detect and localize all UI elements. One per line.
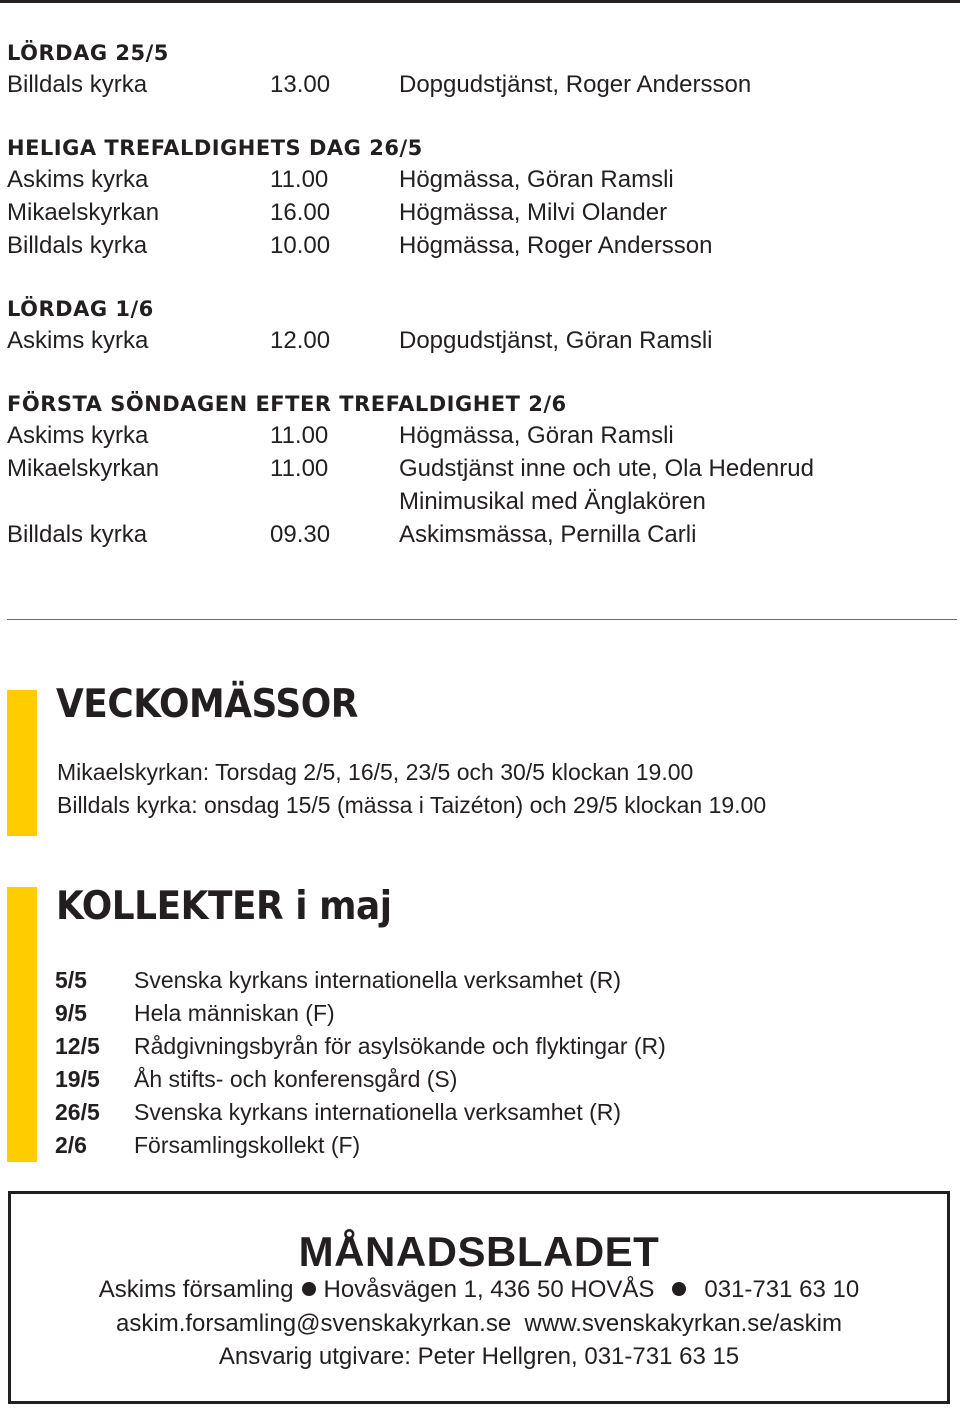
church-name: Billdals kyrka bbox=[7, 71, 148, 98]
service-description: Högmässa, Milvi Olander bbox=[399, 199, 668, 226]
service-time: 16.00 bbox=[270, 199, 331, 226]
website-link[interactable]: www.svenskakyrkan.se/askim bbox=[524, 1310, 842, 1337]
collection-purpose: Församlingskollekt (F) bbox=[134, 1132, 361, 1158]
collection-date: 2/6 bbox=[55, 1132, 87, 1158]
church-name: Askims kyrka bbox=[7, 422, 149, 449]
postal-address: Hovåsvägen 1, 436 50 HOVÅS bbox=[323, 1276, 655, 1303]
top-rule bbox=[0, 0, 960, 3]
publisher-line: Ansvarig utgivare: Peter Hellgren, 031-731 63 15 bbox=[218, 1343, 740, 1370]
church-name: Mikaelskyrkan bbox=[7, 455, 160, 482]
service-time: 09.30 bbox=[270, 521, 331, 548]
day-heading: LÖRDAG 25/5 bbox=[7, 41, 169, 65]
day-heading: LÖRDAG 1/6 bbox=[7, 297, 154, 321]
service-description: Gudstjänst inne och ute, Ola Hedenrud bbox=[399, 455, 814, 482]
contact-line bbox=[11, 1276, 947, 1304]
collection-date: 5/5 bbox=[55, 967, 87, 993]
section-divider bbox=[7, 619, 957, 620]
collections-heading: KOLLEKTER i maj bbox=[56, 884, 392, 929]
collection-purpose: Hela människan (F) bbox=[134, 1000, 335, 1026]
service-row bbox=[7, 324, 952, 357]
service-time: 11.00 bbox=[270, 166, 329, 193]
parish-name: Askims församling bbox=[98, 1276, 294, 1303]
service-time: 11.00 bbox=[270, 422, 329, 449]
weekly-mass-line: Billdals kyrka: onsdag 15/5 (mässa i Taizéton) och 29/5 klockan 19.00 bbox=[57, 792, 767, 818]
weekly-masses-heading: VECKOMÄSSOR bbox=[56, 682, 358, 727]
church-name: Billdals kyrka bbox=[7, 232, 148, 259]
collection-purpose: Svenska kyrkans internationella verksamhet (R) bbox=[134, 1099, 622, 1125]
email-link[interactable]: askim.forsamling@svenskakyrkan.se bbox=[116, 1310, 512, 1337]
accent-bar bbox=[7, 690, 37, 836]
service-row bbox=[7, 229, 952, 262]
web-line bbox=[11, 1310, 947, 1338]
service-row bbox=[7, 452, 952, 485]
church-name: Mikaelskyrkan bbox=[7, 199, 160, 226]
service-row bbox=[7, 68, 952, 101]
day-heading: HELIGA TREFALDIGHETS DAG 26/5 bbox=[7, 136, 423, 160]
bullet-icon bbox=[302, 1282, 316, 1296]
service-time: 13.00 bbox=[270, 71, 331, 98]
church-name: Askims kyrka bbox=[7, 166, 149, 193]
service-description: Askimsmässa, Pernilla Carli bbox=[399, 521, 697, 548]
service-row bbox=[7, 419, 952, 452]
service-time: 10.00 bbox=[270, 232, 331, 259]
service-description: Högmässa, Göran Ramsli bbox=[399, 422, 674, 449]
service-description: Högmässa, Göran Ramsli bbox=[399, 166, 674, 193]
service-description: Dopgudstjänst, Roger Andersson bbox=[399, 71, 752, 98]
collection-date: 9/5 bbox=[55, 1000, 87, 1026]
collection-date: 26/5 bbox=[55, 1099, 100, 1125]
service-schedule bbox=[7, 38, 952, 551]
service-row-continuation bbox=[7, 485, 952, 518]
church-name: Billdals kyrka bbox=[7, 521, 148, 548]
service-row bbox=[7, 196, 952, 229]
service-row bbox=[7, 518, 952, 551]
service-description: Högmässa, Roger Andersson bbox=[399, 232, 713, 259]
service-description: Minimusikal med Änglakören bbox=[399, 488, 706, 515]
bullet-icon bbox=[672, 1282, 686, 1296]
accent-bar bbox=[7, 887, 37, 1162]
masthead-box bbox=[8, 1191, 950, 1404]
collection-purpose: Rådgivningsbyrån för asylsökande och flyktingar (R) bbox=[134, 1033, 666, 1059]
phone-number: 031-731 63 10 bbox=[704, 1276, 860, 1303]
weekly-mass-line: Mikaelskyrkan: Torsdag 2/5, 16/5, 23/5 och 30/5 klockan 19.00 bbox=[57, 759, 694, 785]
service-description: Dopgudstjänst, Göran Ramsli bbox=[399, 327, 713, 354]
service-time: 11.00 bbox=[270, 455, 329, 482]
collection-purpose: Svenska kyrkans internationella verksamhet (R) bbox=[134, 967, 622, 993]
church-name: Askims kyrka bbox=[7, 327, 149, 354]
service-time: 12.00 bbox=[270, 327, 331, 354]
collection-date: 12/5 bbox=[55, 1033, 100, 1059]
service-row bbox=[7, 163, 952, 196]
day-heading: FÖRSTA SÖNDAGEN EFTER TREFALDIGHET 2/6 bbox=[7, 392, 567, 416]
collection-date: 19/5 bbox=[55, 1066, 100, 1092]
collection-purpose: Åh stifts- och konferensgård (S) bbox=[134, 1066, 458, 1092]
publication-title: MÅNADSBLADET bbox=[298, 1228, 660, 1275]
